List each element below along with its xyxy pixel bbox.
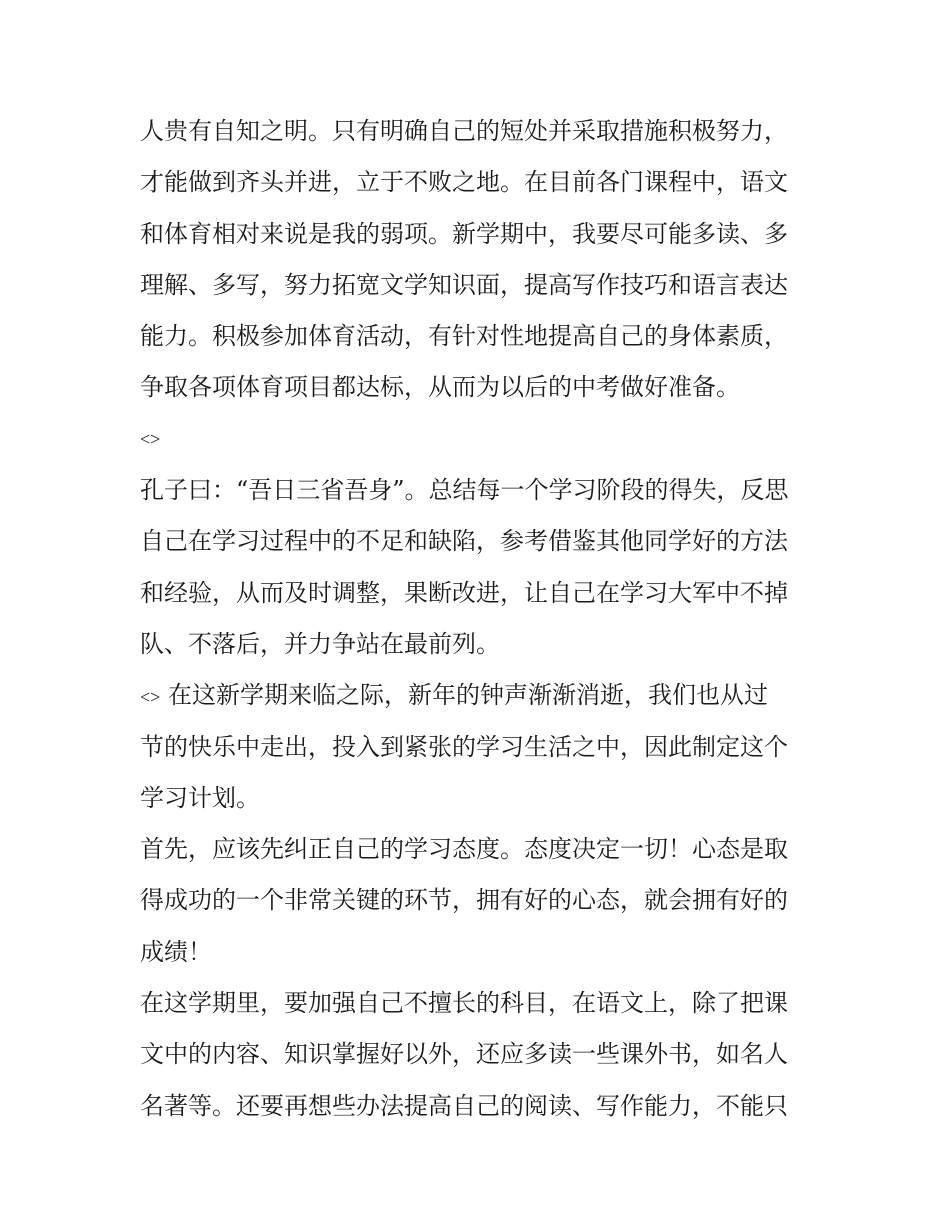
- text-line: 和经验，从而及时调整，果断改进，让自己在学习大军中不掉: [140, 578, 788, 607]
- text-line: 争取各项体育项目都达标，从而为以后的中考做好准备。: [140, 373, 740, 402]
- text-line: 自己在学习过程中的不足和缺陷，参考借鉴其他同学好的方法: [140, 527, 788, 556]
- text-line: 和体育相对来说是我的弱项。新学期中，我要尽可能多读、多: [140, 219, 788, 248]
- text-line: 首先，应该先纠正自己的学习态度。态度决定一切！心态是取: [140, 835, 788, 864]
- text-line: 得成功的一个非常关键的环节，拥有好的心态，就会拥有好的: [140, 886, 788, 915]
- text-line: 在这学期里，要加强自己不擅长的科目，在语文上，除了把课: [140, 989, 788, 1018]
- text-line: [140, 670, 820, 721]
- document-body: [140, 106, 820, 1132]
- text-line: 队、不落后，并力争站在最前列。: [140, 629, 500, 658]
- text-line: 名著等。还要再想些办法提高自己的阅读、写作能力，不能只: [140, 1091, 788, 1120]
- text-line: 孔子曰：“吾日三省吾身”。总结每一个学习阶段的得失，反思: [140, 476, 789, 505]
- text-line: 理解、多写，努力拓宽文学知识面，提高写作技巧和语言表达: [140, 270, 788, 299]
- text-line: 学习计划。: [140, 783, 260, 812]
- text-line: 节的快乐中走出，投入到紧张的学习生活之中，因此制定这个: [140, 732, 788, 761]
- text-line: 成绩！: [140, 937, 212, 966]
- section-marker: <>: [140, 428, 161, 449]
- text-line: 人贵有自知之明。只有明确自己的短处并采取措施积极努力，: [140, 117, 788, 145]
- section-marker: <>: [140, 687, 161, 708]
- text-line-content: 在这新学期来临之际，新年的钟声渐渐消逝，我们也从过: [167, 681, 768, 710]
- text-line: 能力。积极参加体育活动，有针对性地提高自己的身体素质，: [140, 322, 788, 351]
- text-line: 文中的内容、知识掌握好以外，还应多读一些课外书，如名人: [140, 1040, 788, 1069]
- text-line: 才能做到齐头并进，立于不败之地。在目前各门课程中，语文: [140, 168, 788, 197]
